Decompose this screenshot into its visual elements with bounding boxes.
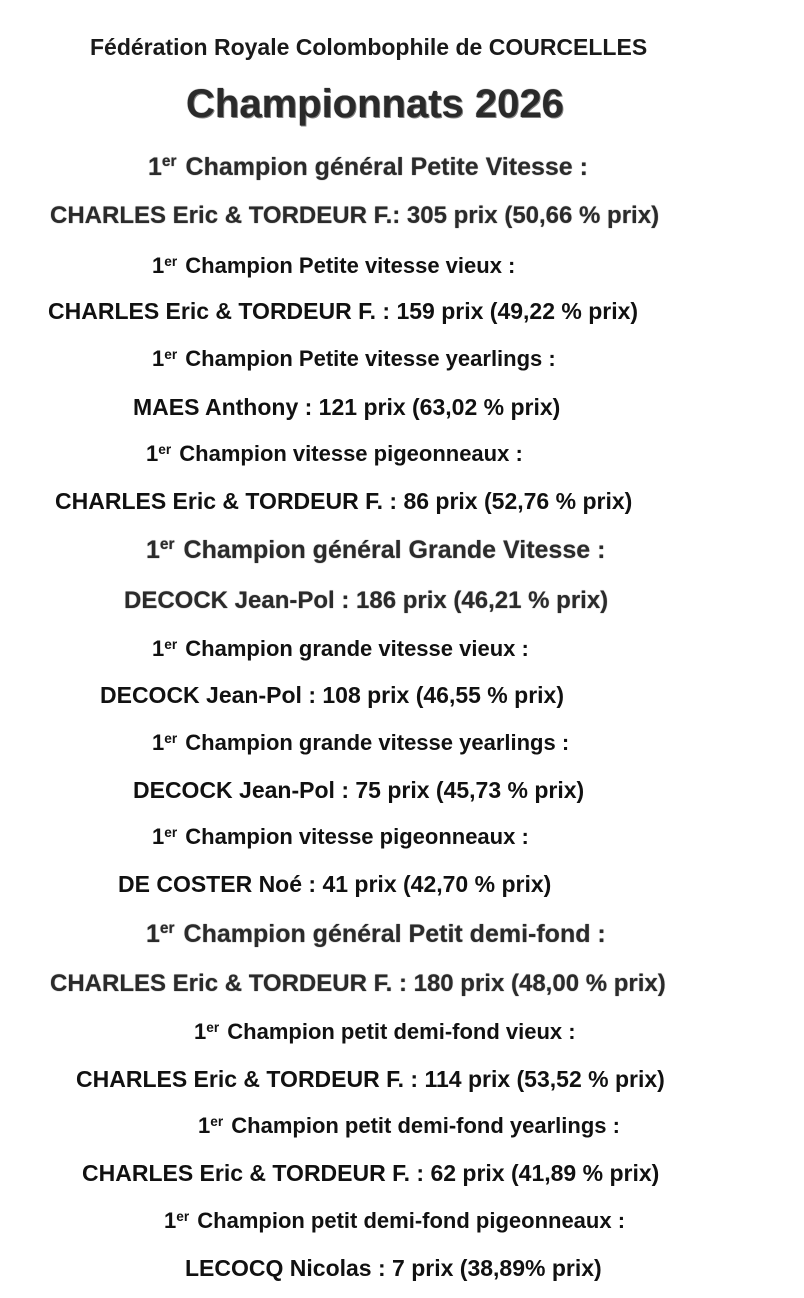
heading-text: Champion général Petit demi-fond : [183, 920, 606, 948]
section-result-petit-demi-fond-yearlings: CHARLES Eric & TORDEUR F. : 62 prix (41,89 % prix) [82, 1160, 660, 1186]
ordinal-number: 1 [146, 536, 160, 564]
section-heading-general-grande-vitesse [146, 538, 605, 563]
section-heading-grande-vitesse-yearlings [152, 732, 569, 754]
section-result-vitesse-pigeonneaux: CHARLES Eric & TORDEUR F. : 86 prix (52,76 % prix) [55, 488, 633, 514]
section-heading-petite-vitesse-yearlings [152, 348, 556, 370]
ordinal-number: 1 [152, 730, 165, 755]
ordinal-number: 1 [194, 1019, 207, 1044]
section-heading-petit-demi-fond-yearlings [198, 1115, 620, 1137]
ordinal-suffix: er [159, 536, 175, 554]
heading-text: Champion petit demi-fond pigeonneaux : [197, 1208, 626, 1233]
ordinal-number: 1 [152, 636, 165, 661]
section-result-general-grande-vitesse: DECOCK Jean-Pol : 186 prix (46,21 % prix) [124, 587, 609, 614]
ordinal-suffix: er [164, 824, 178, 840]
section-heading-vitesse-pigeonneaux-2 [152, 826, 529, 848]
section-result-petite-vitesse-yearlings: MAES Anthony : 121 prix (63,02 % prix) [133, 394, 561, 420]
heading-text: Champion Petite vitesse vieux : [185, 253, 516, 278]
federation-name: Fédération Royale Colombophile de COURCELLES [90, 34, 648, 60]
ordinal-number: 1 [146, 920, 160, 948]
section-result-general-petite-vitesse: CHARLES Eric & TORDEUR F.: 305 prix (50,66 % prix) [50, 202, 660, 229]
heading-text: Champion petit demi-fond vieux : [227, 1019, 576, 1044]
section-heading-grande-vitesse-vieux [152, 638, 529, 660]
section-result-grande-vitesse-yearlings: DECOCK Jean-Pol : 75 prix (45,73 % prix) [133, 777, 585, 803]
heading-text: Champion général Grande Vitesse : [183, 536, 606, 564]
heading-text: Champion grande vitesse yearlings : [185, 730, 570, 755]
heading-text: Champion général Petite Vitesse : [185, 153, 588, 181]
section-result-petit-demi-fond-vieux: CHARLES Eric & TORDEUR F. : 114 prix (53,52 % prix) [76, 1066, 665, 1092]
section-result-general-petit-demi-fond: CHARLES Eric & TORDEUR F. : 180 prix (48,00 % prix) [50, 970, 666, 997]
ordinal-suffix: er [164, 636, 178, 652]
ordinal-number: 1 [164, 1208, 177, 1233]
heading-text: Champion petit demi-fond yearlings : [231, 1113, 620, 1138]
ordinal-number: 1 [146, 441, 159, 466]
section-heading-vitesse-pigeonneaux [146, 443, 523, 465]
section-result-petite-vitesse-vieux: CHARLES Eric & TORDEUR F. : 159 prix (49,22 % prix) [48, 298, 639, 324]
ordinal-number: 1 [152, 253, 165, 278]
section-result-petit-demi-fond-pigeonneaux: LECOCQ Nicolas : 7 prix (38,89% prix) [185, 1255, 602, 1281]
ordinal-suffix: er [164, 346, 178, 362]
heading-text: Champion vitesse pigeonneaux : [179, 441, 523, 466]
section-heading-general-petite-vitesse [148, 155, 588, 180]
ordinal-suffix: er [159, 920, 175, 938]
section-heading-petit-demi-fond-vieux [194, 1021, 576, 1043]
page-title: Championnats 2026 [186, 82, 564, 126]
ordinal-number: 1 [152, 346, 165, 371]
section-result-vitesse-pigeonneaux-2: DE COSTER Noé : 41 prix (42,70 % prix) [118, 871, 552, 897]
ordinal-suffix: er [164, 253, 178, 269]
ordinal-suffix: er [210, 1113, 224, 1129]
heading-text: Champion Petite vitesse yearlings : [185, 346, 556, 371]
ordinal-suffix: er [161, 153, 177, 171]
ordinal-number: 1 [148, 153, 162, 181]
section-result-grande-vitesse-vieux: DECOCK Jean-Pol : 108 prix (46,55 % prix) [100, 682, 564, 708]
ordinal-suffix: er [158, 441, 172, 457]
section-heading-petit-demi-fond-pigeonneaux [164, 1210, 625, 1232]
ordinal-number: 1 [198, 1113, 211, 1138]
ordinal-suffix: er [164, 730, 178, 746]
ordinal-suffix: er [206, 1019, 220, 1035]
ordinal-number: 1 [152, 824, 165, 849]
section-heading-general-petit-demi-fond [146, 922, 606, 947]
heading-text: Champion grande vitesse vieux : [185, 636, 529, 661]
ordinal-suffix: er [176, 1208, 190, 1224]
section-heading-petite-vitesse-vieux [152, 255, 515, 277]
heading-text: Champion vitesse pigeonneaux : [185, 824, 529, 849]
